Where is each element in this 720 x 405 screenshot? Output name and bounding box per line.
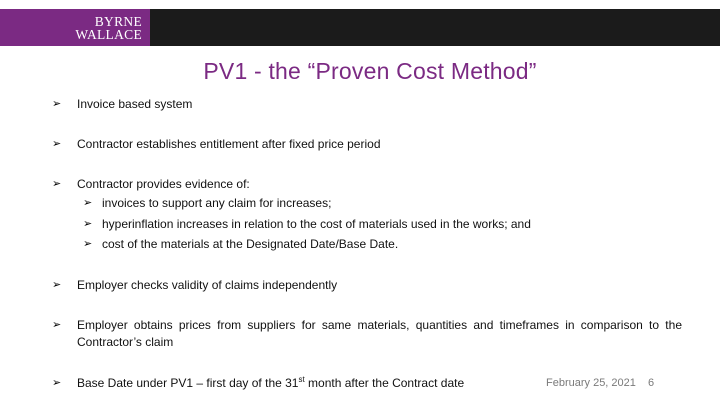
sub-bullet-text: invoices to support any claim for increases;: [102, 196, 332, 210]
sub-bullet-item: [83, 234, 531, 255]
bullet-item: [52, 96, 192, 113]
bullet-text-before: Base Date under PV1 – first day of the 31: [77, 376, 299, 390]
arrowhead-bullet-icon: ➢: [83, 197, 93, 209]
bullet-text: Contractor provides evidence of:: [77, 177, 250, 191]
bullet-text: Contractor establishes entitlement after fixed price period: [77, 137, 381, 151]
sub-bullet-text: cost of the materials at the Designated Date/Base Date.: [102, 237, 399, 251]
footer-date: February 25, 2021: [546, 377, 636, 389]
slide-title: PV1 - the “Proven Cost Method”: [203, 58, 537, 84]
arrowhead-bullet-icon: ➢: [52, 98, 62, 110]
bullet-item: [52, 317, 682, 351]
bullet-text-after: month after the Contract date: [304, 376, 465, 390]
ordinal-superscript: st: [298, 375, 305, 384]
bullet-item: [52, 375, 464, 392]
bullet-item: [52, 277, 337, 294]
header-bar: [0, 9, 720, 46]
logo-line-2: WALLACE: [75, 26, 142, 42]
bullet-text: Employer checks validity of claims independently: [77, 278, 338, 292]
bullet-item: [52, 136, 381, 153]
bullet-content: [77, 176, 531, 255]
sub-bullet-item: [83, 193, 531, 214]
bullet-text: Employer obtains prices from suppliers for same materials, quantities and timeframes in comparison to the Contractor’s claim: [77, 318, 682, 349]
page-number: 6: [648, 377, 655, 389]
arrowhead-bullet-icon: ➢: [52, 319, 62, 331]
arrowhead-bullet-icon: ➢: [52, 279, 62, 291]
bullet-item: [52, 176, 531, 255]
bullet-text: Invoice based system: [77, 97, 193, 111]
sub-bullet-item: [83, 214, 531, 235]
arrowhead-bullet-icon: ➢: [83, 217, 93, 230]
bullet-text: [77, 375, 464, 392]
arrowhead-bullet-icon: ➢: [52, 138, 62, 150]
sub-bullet-text: hyperinflation increases in relation to the cost of materials used in the works; and: [102, 216, 531, 231]
arrowhead-bullet-icon: ➢: [52, 377, 62, 389]
arrowhead-bullet-icon: ➢: [52, 178, 62, 190]
arrowhead-bullet-icon: ➢: [83, 238, 93, 250]
byrne-wallace-logo: [0, 9, 150, 46]
logo-line-1: BYRNE: [94, 13, 142, 29]
